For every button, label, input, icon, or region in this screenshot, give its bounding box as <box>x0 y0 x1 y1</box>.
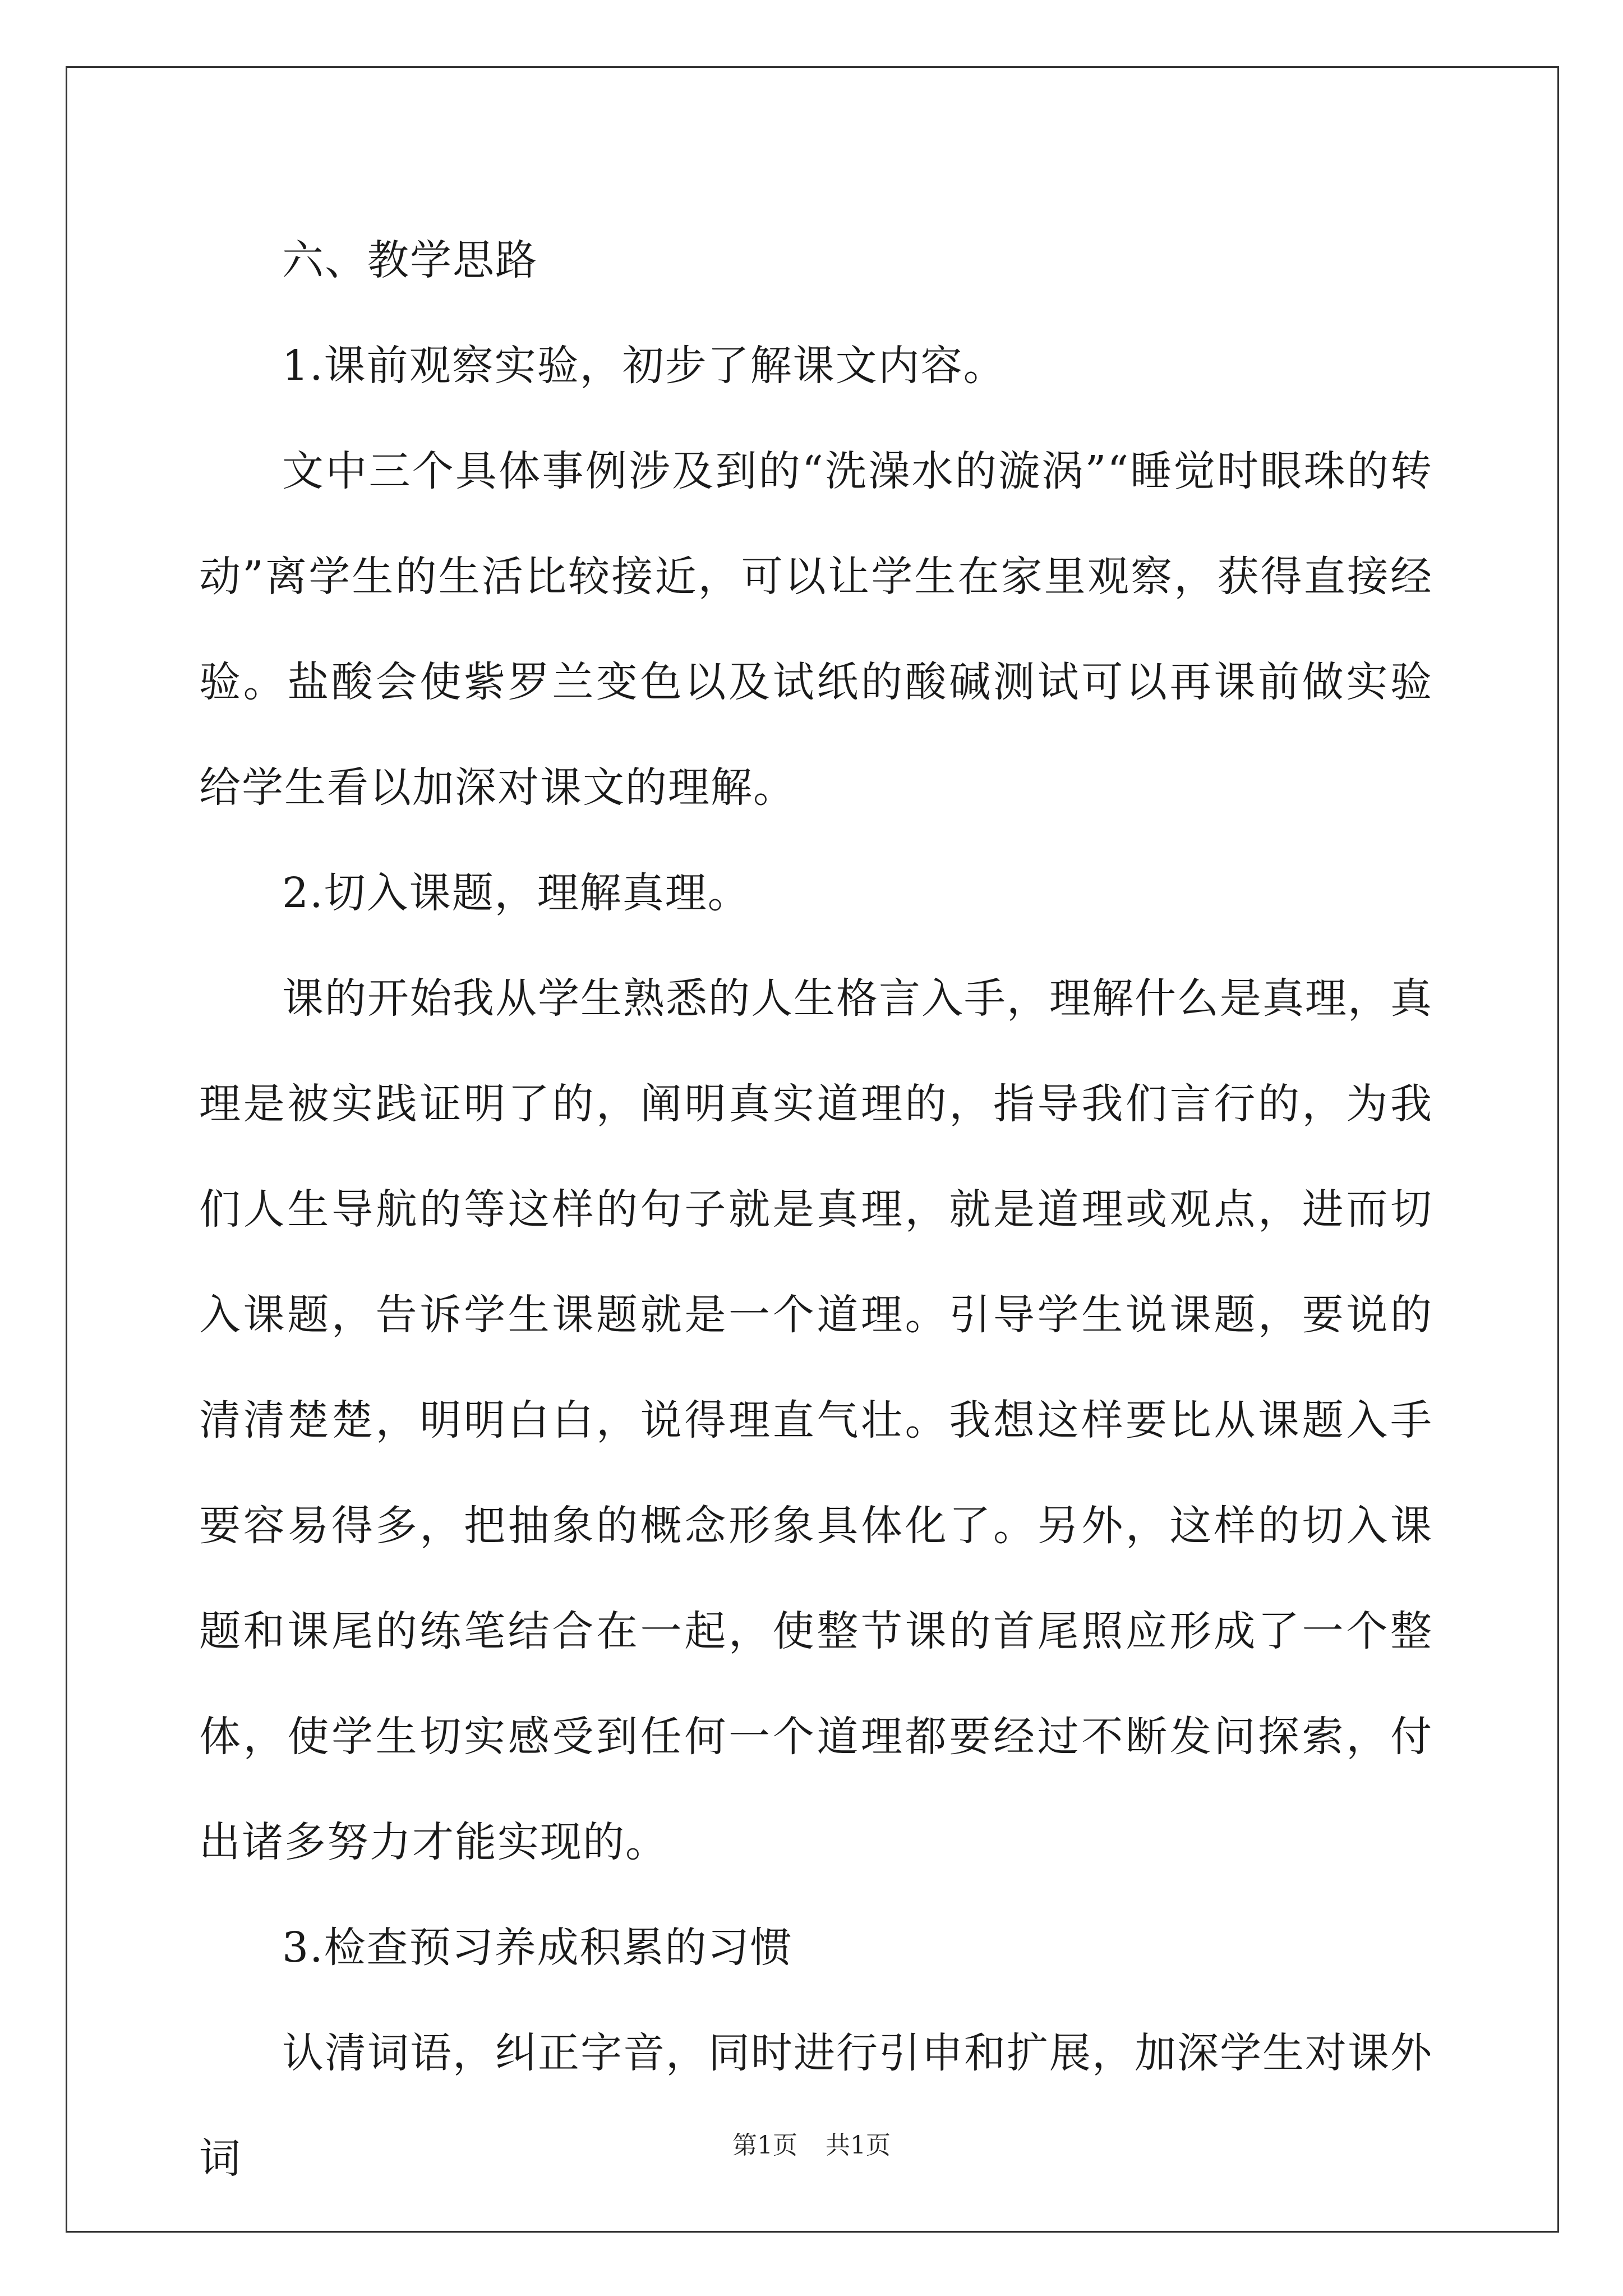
paragraph-2: 文中三个具体事例涉及到的“洗澡水的漩涡”“睡觉时眼珠的转动”离学生的生活比较接近，可以让学生在家里观察，获得直接经验。盐酸会使紫罗兰变色以及试纸的酸碱测试可以再课前做实验给学生看以加深对课文的理解。 <box>199 447 1433 812</box>
page-footer <box>0 2129 1623 2162</box>
paragraph-4: 课的开始我从学生熟悉的人生格言入手，理解什么是真理，真理是被实践证明了的，阐明真实道理的，指导我们言行的，为我们人生导航的等这样的句子就是真理，就是道理或观点，进而切入课题，告诉学生课题就是一个道理。引导学生说课题，要说的清清楚楚，明明白白，说得理直气壮。我想这样要比从课题入手要容易得多，把抽象的概念形象具体化了。另外，这样的切入课题和课尾的练笔结合在一起，使整节课的首尾照应形成了一个整体，使学生切实感受到任何一个道理都要经过不断发问探索，付出诸多努力才能实现的。 <box>199 974 1433 1866</box>
document-body <box>199 208 1433 2211</box>
page-total: 共1页 <box>826 2131 891 2160</box>
section-heading: 六、教学思路 <box>282 236 538 284</box>
paragraph-3: 2.切入课题，理解真理。 <box>282 869 750 917</box>
paragraph-6: 认清词语，纠正字音，同时进行引申和扩展，加深学生对课外词 <box>199 2029 1433 2183</box>
paragraph-1: 1.课前观察实验，初步了解课文内容。 <box>282 342 1006 390</box>
paragraph-5: 3.检查预习养成积累的习惯 <box>282 1924 793 1972</box>
page-number: 第1页 <box>732 2131 797 2160</box>
